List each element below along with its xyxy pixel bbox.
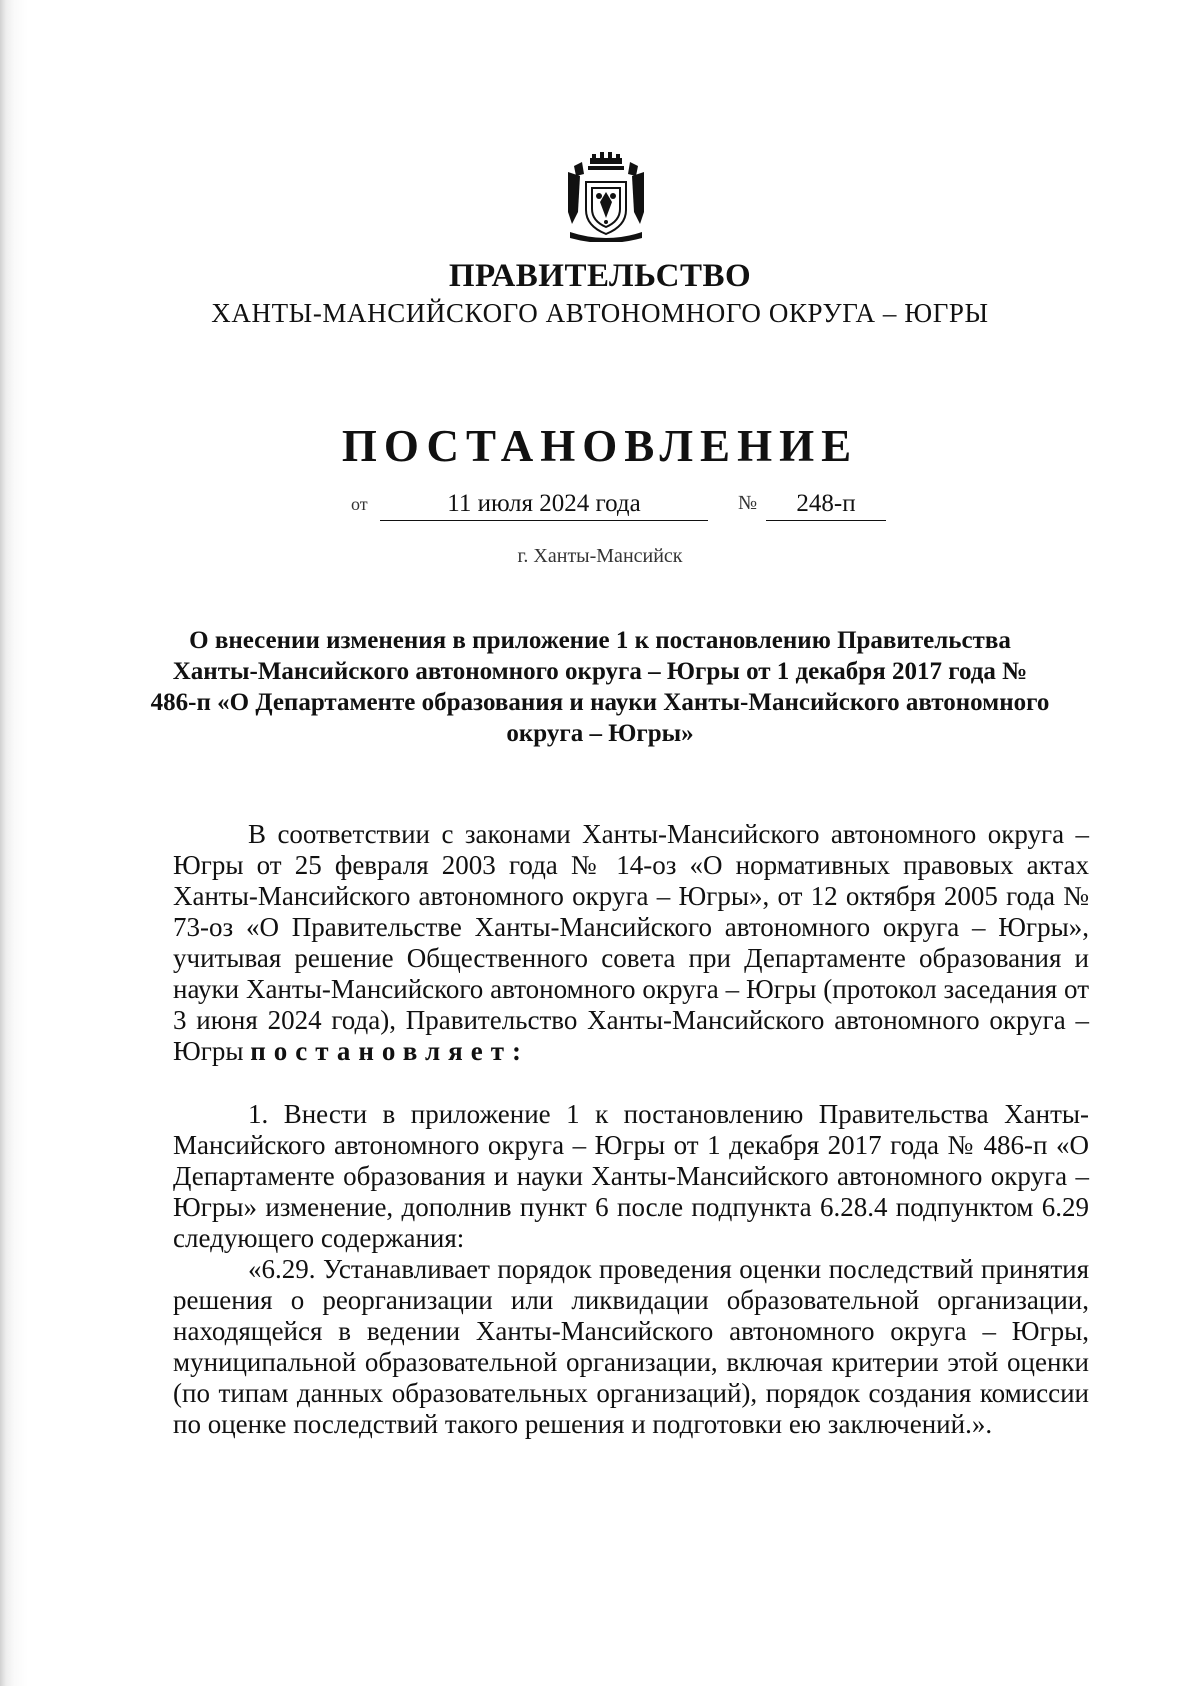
region-name: ХАНТЫ-МАНСИЙСКОГО АВТОНОМНОГО ОКРУГА – ЮГРЫ — [211, 298, 989, 328]
coat-of-arms-emblem — [564, 152, 648, 242]
document-subject: О внесении изменения в приложение 1 к постановлению Правительства Ханты-Мансийского автономного округа – Югры от 1 декабря 2017 года № 486-п «О Департаменте образования и науки Ханты-Мансийского автономного округа – Югры» — [150, 627, 1050, 747]
document-date: 11 июля 2024 года — [380, 490, 708, 521]
item-1-paragraph: 1. Внести в приложение 1 к постановлению Правительства Ханты-Мансийского автономного округа – Югры от 1 декабря 2017 года № 486-п «О Департаменте образования и науки Ханты-Мансийского автономного округа – Югры» изменение, дополнив пункт 6 после подпункта 6.28.4 подпунктом 6.29 следующего содержания: — [173, 1099, 1089, 1253]
resolves-word: постановляет: — [250, 1036, 529, 1066]
government-title: ПРАВИТЕЛЬСТВО — [448, 258, 752, 294]
preamble-text: В соответствии с законами Ханты-Мансийского автономного округа – Югры от 25 февраля 2003 года № 14-оз «О нормативных правовых актах Ханты-Мансийского автономного округа – Югры», от 12 октября 2005 года № 73-оз «О Правительстве Ханты-Мансийского автономного округа – Югры», учитывая решение Общественного совета при Департаменте образования и науки Ханты-Мансийского автономного округа – Югры (протокол заседания от 3 июня 2024 года), Правительство Ханты-Мансийского автономного округа – Югры — [173, 819, 1089, 1066]
paragraph-gap — [173, 1067, 1089, 1099]
document-number: 248-п — [766, 490, 886, 521]
document-body — [173, 819, 1089, 1440]
item-1-quote-paragraph: «6.29. Устанавливает порядок проведения оценки последствий принятия решения о реорганизации или ликвидации образовательной организации, находящейся в ведении Ханты-Мансийского автономного округа – Югры, муниципальной образовательной организации, включая критерии этой оценки (по типам данных образовательных организаций), порядок создания комиссии по оценке последствий такого решения и подготовки ею заключений.». — [173, 1254, 1089, 1439]
date-prefix: от — [351, 494, 368, 514]
city-of-issue: г. Ханты-Мансийск — [517, 545, 683, 567]
preamble-paragraph — [173, 819, 1089, 1067]
date-number-row — [0, 490, 1200, 522]
number-prefix: № — [738, 492, 758, 514]
document-type-title: ПОСТАНОВЛЕНИЕ — [341, 421, 859, 471]
scan-edge-shadow — [0, 0, 28, 1686]
